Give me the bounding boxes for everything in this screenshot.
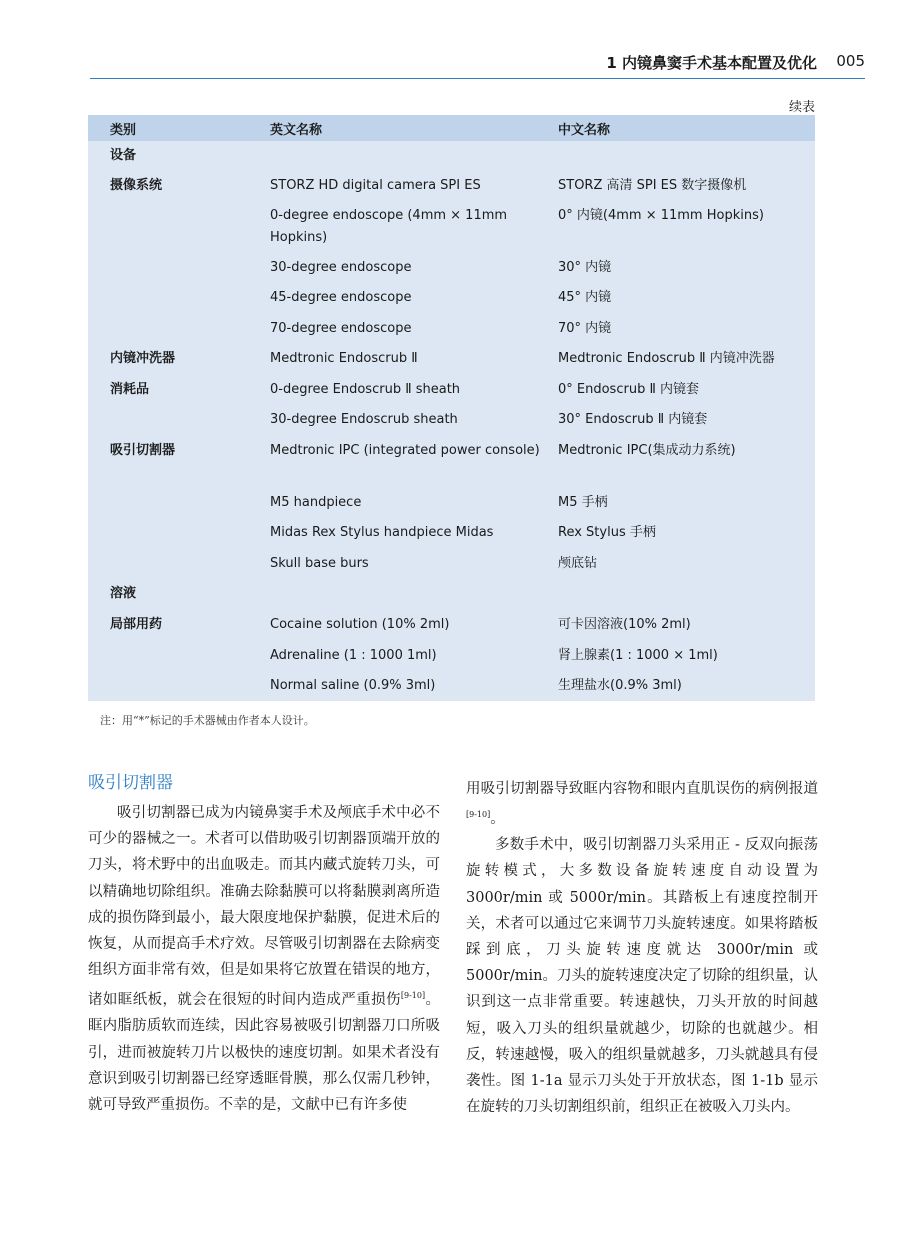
row-chinese-name: M5 手柄 (558, 495, 608, 510)
row-chinese-name: 颅底钻 (558, 556, 598, 571)
row-category: 设备 (110, 148, 137, 163)
row-english-name: M5 handpiece (270, 495, 362, 510)
section-title: 吸引切割器 (88, 773, 173, 793)
row-english-name: STORZ HD digital camera SPI ES (270, 178, 481, 193)
row-chinese-name: Medtronic Endoscrub Ⅱ 内镜冲洗器 (558, 351, 775, 366)
citation: [9-10] (400, 991, 426, 1001)
row-chinese-name: Rex Stylus 手柄 (558, 525, 656, 540)
row-category: 局部用药 (110, 617, 163, 632)
row-english-name: Cocaine solution (10% 2ml) (270, 617, 450, 632)
equipment-table (88, 115, 815, 701)
row-chinese-name: 肾上腺素(1 : 1000 × 1ml) (558, 648, 718, 663)
running-header (90, 50, 865, 79)
row-english-name: 30-degree Endoscrub sheath (270, 412, 458, 427)
row-english-name: Skull base burs (270, 556, 369, 571)
row-chinese-name: 30° 内镜 (558, 260, 612, 275)
row-english-name: 45-degree endoscope (270, 290, 412, 305)
row-chinese-name: Medtronic IPC(集成动力系统) (558, 443, 736, 458)
table-note: 注：用“*”标记的手术器械由作者本人设计。 (100, 714, 315, 727)
row-english-name: Normal saline (0.9% 3ml) (270, 678, 436, 693)
row-chinese-name: 45° 内镜 (558, 290, 612, 305)
header-english: 英文名称 (270, 123, 323, 138)
row-chinese-name: 30° Endoscrub Ⅱ 内镜套 (558, 412, 708, 427)
row-category: 摄像系统 (110, 178, 163, 193)
paragraph: 多数手术中，吸引切割器刀头采用正 - 反双向振荡旋转模式，大多数设备旋转速度自动设置为 3000r/min 或 5000r/min。其踏板上有速度控制开关，术者可以通过它来调节刀头旋转速度。如果将踏板踩到底，刀头旋转速度就达 3000r/min 或 5000r/min。刀头的旋转速度决定了切除的组织量，认识到这一点非常重要。转速越快，刀头开放的时间越短，吸入刀头的组织量就越少，切除的也就越少。相反，转速越慢，吸入的组织量就越多，刀头就越具有侵袭性。图 1-1a 显示刀头处于开放状态，图 1-1b 显示在旋转的刀头切割组织前，组织正在被吸入刀头内。 (466, 837, 818, 1116)
row-english-name: Adrenaline (1 : 1000 1ml) (270, 648, 437, 663)
table-continued-label: 续表 (788, 100, 815, 115)
row-category: 内镜冲洗器 (110, 351, 176, 366)
row-chinese-name: STORZ 高清 SPI ES 数字摄像机 (558, 178, 747, 193)
chapter-title: 1 内镜鼻窦手术基本配置及优化 (606, 54, 817, 72)
right-column (466, 776, 818, 1120)
row-english-name: 0-degree Endoscrub Ⅱ sheath (270, 382, 461, 397)
citation: [9-10] (466, 810, 491, 820)
header-chinese: 中文名称 (558, 123, 611, 138)
row-english-name: 30-degree endoscope (270, 260, 412, 275)
row-english-name: Medtronic Endoscrub Ⅱ (270, 351, 418, 366)
row-category: 消耗品 (110, 382, 150, 397)
row-chinese-name: 可卡因溶液(10% 2ml) (558, 617, 691, 632)
page-number: 005 (836, 52, 865, 70)
paragraph: 吸引切割器已成为内镜鼻窦手术及颅底手术中必不可少的器械之一。术者可以借助吸引切割器顶端开放的刀头，将术野中的出血吸走。而其内藏式旋转刀头，可以精确地切除组织。准确去除黏膜可以将黏膜剥离所造成的损伤降到最小，最大限度地保护黏膜，促进术后的恢复，从而提高手术疗效。尽管吸引切割器在去除病变组织方面非常有效，但是如果将它放置在错误的地方，诸如眶纸板，就会在很短的时间内造成严重损伤[9-10]。眶内脂肪质软而连续，因此容易被吸引切割器刀口所吸引，进而被旋转刀片以极快的速度切割。如果术者没有意识到吸引切割器已经穿透眶骨膜，那么仅需几秒钟，就可导致严重损伤。不幸的是，文献中已有许多使 (88, 805, 441, 1114)
row-english-name: 70-degree endoscope (270, 321, 412, 336)
row-category: 溶液 (110, 586, 137, 601)
row-english-name: Midas Rex Stylus handpiece Midas (270, 525, 494, 540)
row-category: 吸引切割器 (110, 443, 176, 458)
table-header-row (88, 115, 815, 141)
row-chinese-name: 0° Endoscrub Ⅱ 内镜套 (558, 382, 699, 397)
paragraph: 用吸引切割器导致眶内容物和眼内直肌误伤的病例报道[9-10]。 (466, 781, 818, 828)
left-column (88, 800, 440, 1118)
row-english-name: 0-degree endoscope (4mm × 11mm Hopkins) (270, 208, 508, 245)
row-chinese-name: 生理盐水(0.9% 3ml) (558, 678, 682, 693)
row-english-name: Medtronic IPC (integrated power console) (270, 443, 540, 458)
row-chinese-name: 70° 内镜 (558, 321, 612, 336)
row-chinese-name: 0° 内镜(4mm × 11mm Hopkins) (558, 208, 764, 223)
header-category: 类别 (110, 123, 137, 138)
